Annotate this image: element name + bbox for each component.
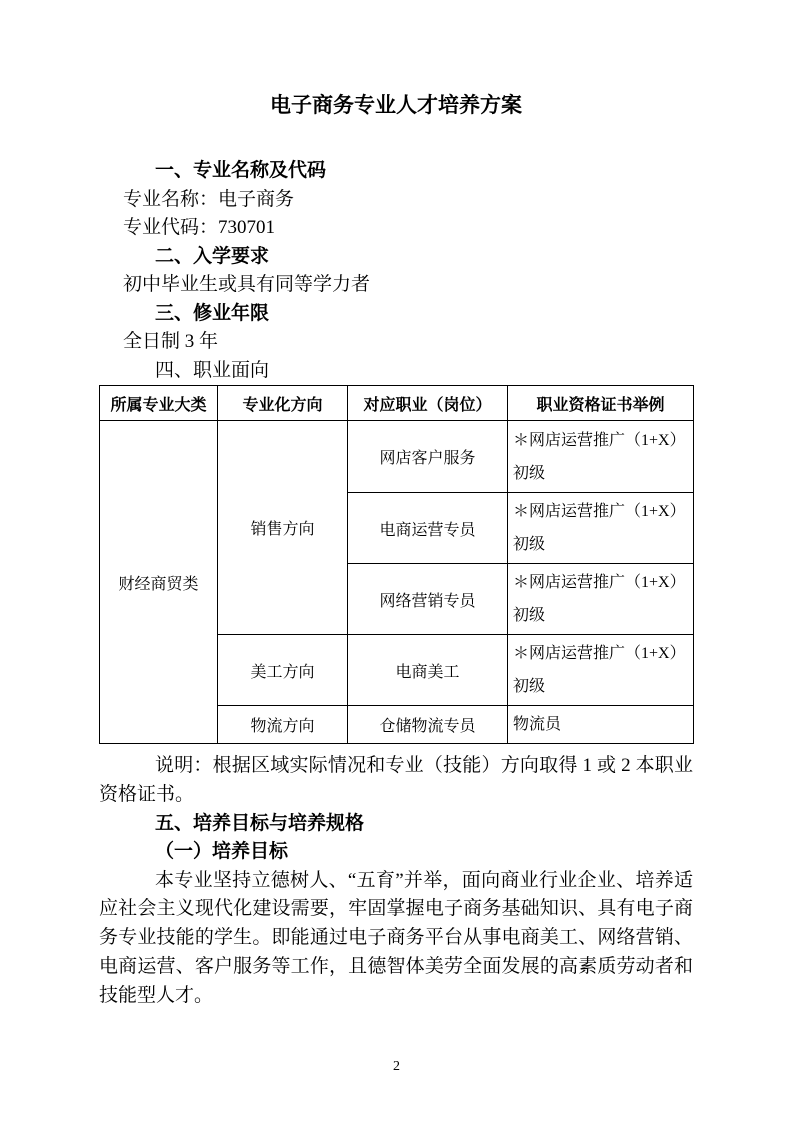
job-cell: 网店客户服务 (348, 421, 508, 493)
category-cell: 财经商贸类 (100, 421, 218, 744)
table-row (100, 421, 694, 493)
document-title: 电子商务专业人才培养方案 (270, 93, 522, 117)
header-certificate: 职业资格证书举例 (508, 386, 694, 421)
job-cell: 网络营销专员 (348, 564, 508, 635)
direction-cell-art: 美工方向 (218, 635, 348, 706)
header-major-category: 所属专业大类 (100, 386, 218, 421)
cert-cell: 物流员 (508, 706, 694, 744)
training-goal-subheading: （一）培养目标 (155, 841, 289, 863)
section-4-heading: 四、职业面向 (155, 359, 270, 381)
duration-line: 全日制 3 年 (123, 331, 219, 352)
cert-cell: ＊网店运营推广（1+X）初级 (508, 564, 694, 635)
header-specialization: 专业化方向 (218, 386, 348, 421)
intro-section (99, 157, 693, 385)
section-3-heading: 三、修业年限 (155, 302, 270, 324)
direction-cell-sales: 销售方向 (218, 421, 348, 635)
section-1-heading: 一、专业名称及代码 (155, 160, 327, 181)
job-cell: 电商美工 (348, 635, 508, 706)
section-5-heading: 五、培养目标与培养规格 (155, 812, 365, 834)
section-2-heading: 二、入学要求 (155, 245, 270, 267)
header-job-position: 对应职业（岗位） (348, 386, 508, 421)
cert-cell: ＊网店运营推广（1+X）初级 (508, 421, 694, 493)
career-orientation-table (99, 385, 694, 744)
job-cell: 电商运营专员 (348, 493, 508, 564)
major-code-line: 专业代码：730701 (123, 217, 276, 238)
direction-cell-logistics: 物流方向 (218, 706, 348, 744)
table-header-row (100, 386, 694, 421)
entry-requirement-line: 初中毕业生或具有同等学力者 (123, 274, 371, 295)
cert-cell: ＊网店运营推广（1+X）初级 (508, 635, 694, 706)
page-content (99, 0, 693, 1011)
major-name-line: 专业名称：电子商务 (123, 188, 295, 210)
page-number: 2 (393, 1059, 400, 1074)
note-paragraph: 说明：根据区域实际情况和专业（技能）方向取得 1 或 2 本职业资格证书。 (99, 755, 693, 805)
job-cell: 仓储物流专员 (348, 706, 508, 744)
training-goal-paragraph: 本专业坚持立德树人、“五育”并举，面向商业行业企业、培养适应社会主义现代化建设需要，牢固掌握电子商务基础知识、具有电子商务专业技能的学生。即能通过电子商务平台从事电商美工、网络营销、电商运营、客户服务等工作，且德智体美劳全面发展的高素质劳动者和技能型人才。 (99, 869, 693, 1006)
cert-cell: ＊网店运营推广（1+X）初级 (508, 493, 694, 564)
